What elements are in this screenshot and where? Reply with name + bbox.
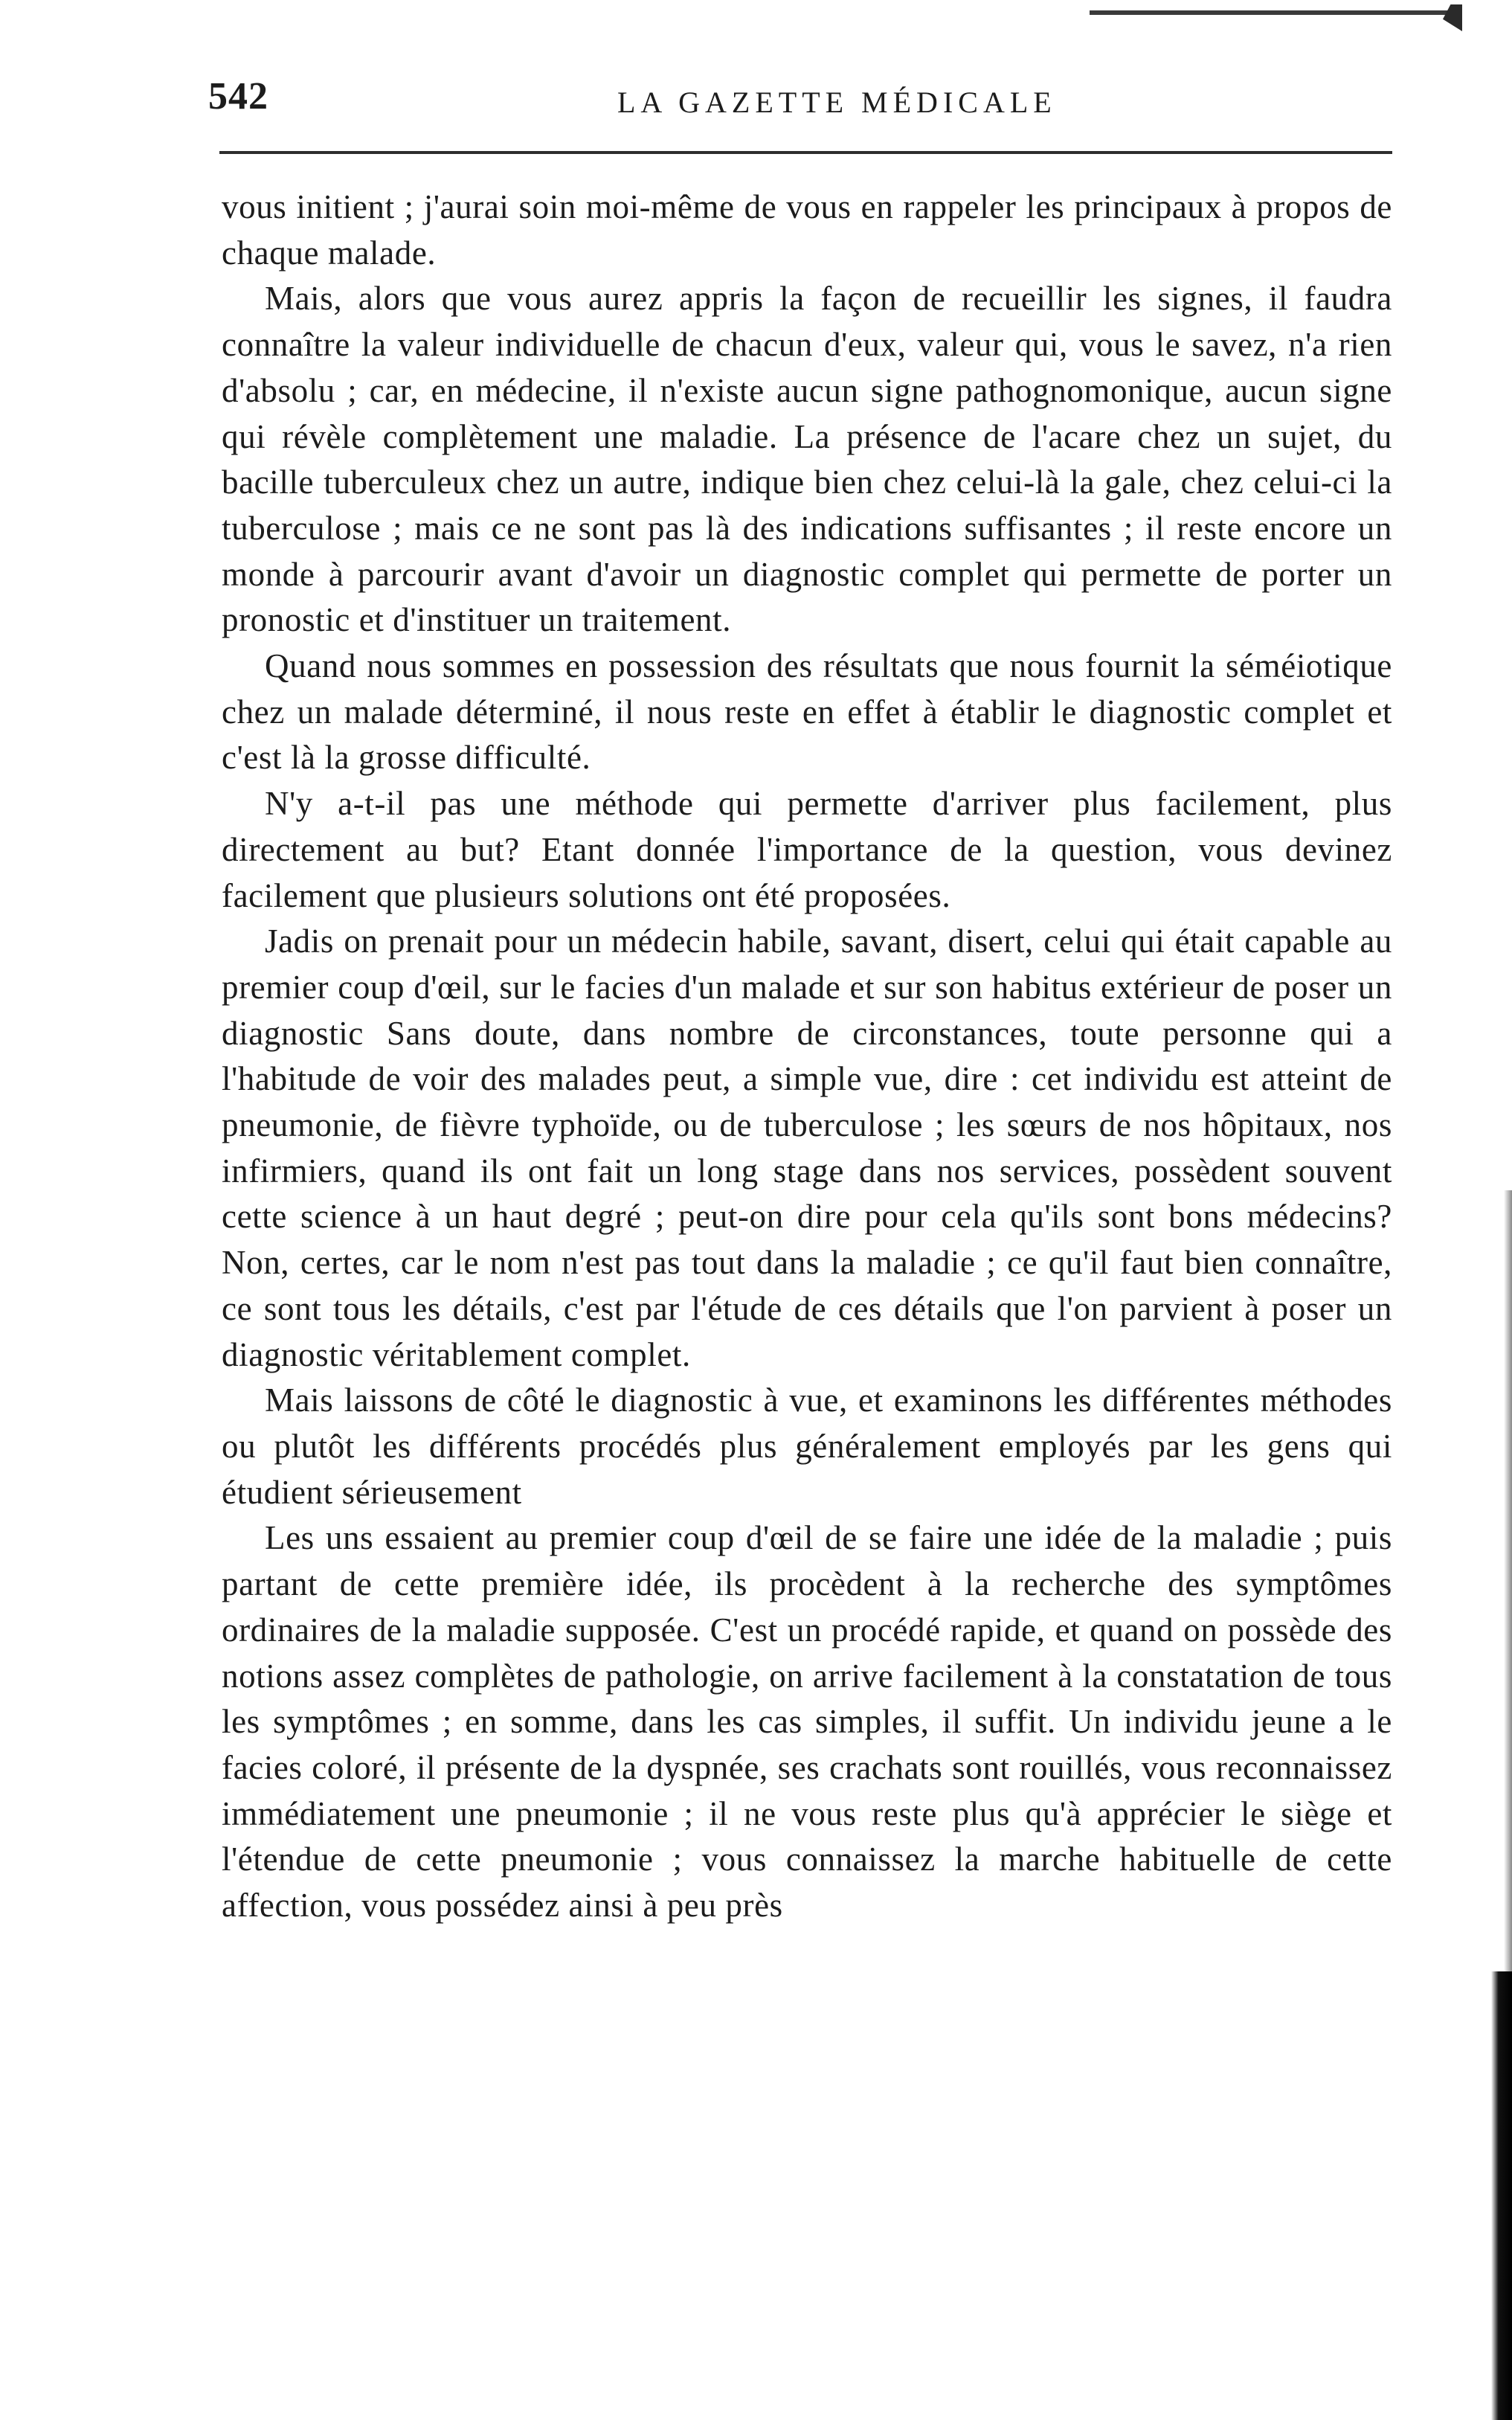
top-edge-mark xyxy=(1443,4,1462,31)
page-edge-shadow xyxy=(1491,1971,1512,2420)
paragraph: Quand nous sommes en possession des résultats que nous fournit la séméiotique chez un malade déterminé, il nous reste en effet à établir le diagnostic complet et c'est là la grosse difficulté. xyxy=(222,647,1392,777)
running-title: LA GAZETTE MÉDICALE xyxy=(617,86,1057,119)
header-divider xyxy=(219,151,1392,154)
paragraph: Jadis on prenait pour un médecin habile, savant, disert, celui qui était capable au premier coup d'œil, sur le facies d'un malade et sur son habitus extérieur de poser un diagnostic Sans doute, dans nombre de circonstances, toute personne qui a l'habitude de voir des malades peut, a simple vue, dire : cet individu est atteint de pneumonie, de fièvre typhoïde, ou de tuberculose ; les sœurs de nos hôpitaux, nos infirmiers, quand ils ont fait un long stage dans nos services, possèdent souvent cette science à un haut degré ; peut-on dire pour cela qu'ils sont bons médecins? Non, certes, car le nom n'est pas tout dans la maladie ; ce qu'il faut bien connaître, ce sont tous les détails, c'est par l'étude de ces détails que l'on parvient à poser un diagnostic véritablement complet. xyxy=(222,922,1392,1373)
paragraph-continuation: vous initient ; j'aurai soin moi-même de vous en rappeler les principaux à propos de chaque malade. xyxy=(222,188,1392,272)
top-edge-rule xyxy=(1090,10,1461,15)
paragraph: Mais laissons de côté le diagnostic à vue, et examinons les différentes méthodes ou plutôt les différents procédés plus généralement employés par les gens qui étudient sérieusement xyxy=(222,1381,1392,1511)
page-edge-shadow xyxy=(1504,1190,1512,1971)
paragraph: N'y a-t-il pas une méthode qui permette d'arriver plus facilement, plus directement au but? Etant donnée l'importance de la question, vous devinez facilement que plusieurs solutions ont été proposées. xyxy=(222,785,1392,914)
article-body xyxy=(222,184,1392,1929)
paragraph: Mais, alors que vous aurez appris la façon de recueillir les signes, il faudra connaître la valeur individuelle de chacun d'eux, valeur qui, vous le savez, n'a rien d'absolu ; car, en médecine, il n'existe aucun signe pathognomonique, aucun signe qui révèle complètement une maladie. La présence de l'acare chez un sujet, du bacille tuberculeux chez un autre, indique bien chez celui-là la gale, chez celui-ci la tuberculose ; mais ce ne sont pas là des indications suffisantes ; il reste encore un monde à parcourir avant d'avoir un diagnostic complet qui permette de porter un pronostic et d'instituer un traitement. xyxy=(222,280,1392,639)
page-number: 542 xyxy=(208,75,268,118)
paragraph: Les uns essaient au premier coup d'œil de se faire une idée de la maladie ; puis partant de cette première idée, ils procèdent à la recherche des symptômes ordinaires de la maladie supposée. C'est un procédé rapide, et quand on possède des notions assez complètes de pathologie, on arrive facilement à la constatation de tous les symptômes ; en somme, dans les cas simples, il suffit. Un individu jeune a le facies coloré, il présente de la dyspnée, ses crachats sont rouillés, vous reconnaissez immédiatement une pneumonie ; il ne vous reste plus qu'à apprécier le siège et l'étendue de cette pneumonie ; vous connaissez la marche habituelle de cette affection, vous possédez ainsi à peu près xyxy=(222,1519,1392,1925)
